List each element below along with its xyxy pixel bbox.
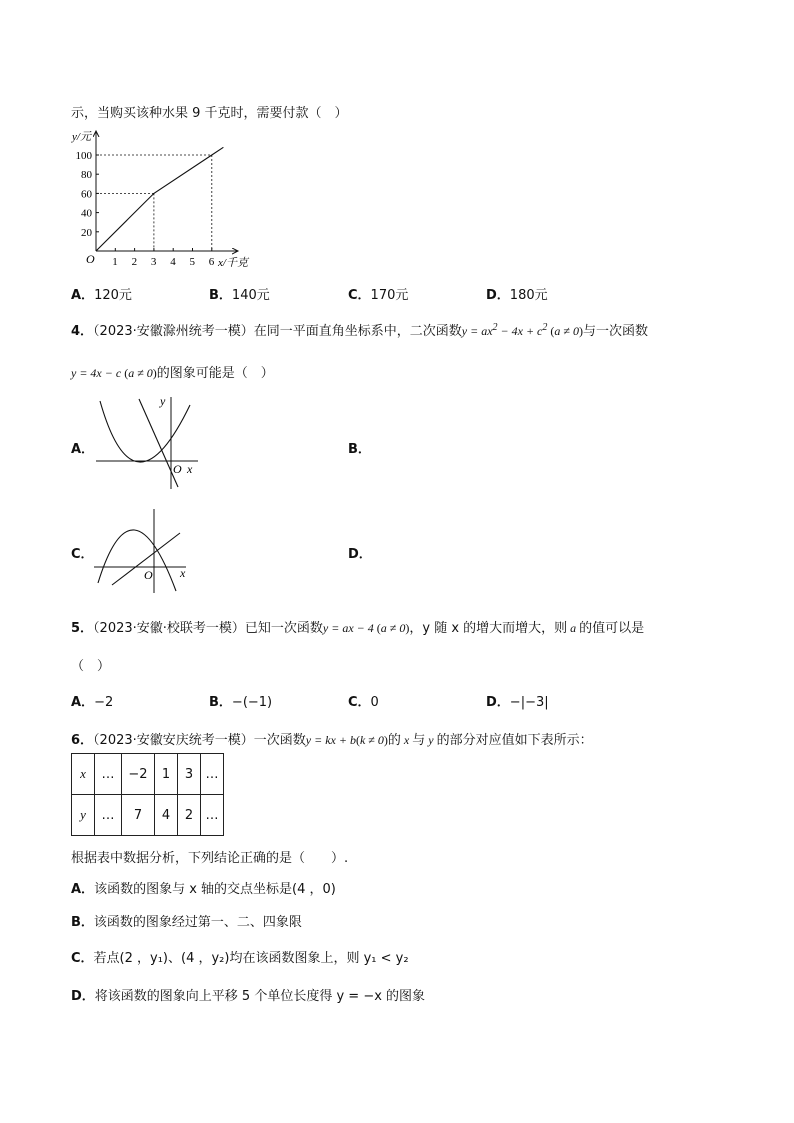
q5-option-b[interactable]: B．−(−1)	[209, 695, 273, 710]
q6-table-row-y: y … 7 4 2 …	[72, 795, 224, 836]
q3-origin: O	[86, 252, 95, 266]
q3-option-c[interactable]: C．170元	[348, 288, 409, 303]
q6-option-c[interactable]: C．若点(2 ，y₁)、(4 ，y₂)均在该函数图象上，则 y₁ < y₂	[71, 951, 409, 966]
q3-x-tick-label: 5	[189, 256, 195, 268]
q3-x-tick-label: 2	[131, 256, 138, 268]
svg-text:y: y	[160, 394, 166, 408]
svg-text:O: O	[144, 568, 153, 582]
q4-option-d[interactable]: D．	[348, 547, 372, 562]
svg-text:x: x	[187, 462, 193, 476]
q6-option-d[interactable]: D．将该函数的图象向上平移 5 个单位长度得 y = −x 的图象	[71, 989, 426, 1004]
q5-option-a[interactable]: A．−2	[71, 695, 114, 710]
q3-y-tick-label: 20	[81, 226, 92, 239]
q3-x-tick-label: 3	[150, 256, 157, 268]
q6-option-a[interactable]: A．该函数的图象与 x 轴的交点坐标是(4 ，0)	[71, 882, 336, 897]
q3-x-tick-label: 1	[112, 256, 118, 268]
q5-stem: 5．（2023·安徽·校联考一模）已知一次函数y = ax − 4 (a ≠ 0)，y 随 x 的增大而增大，则 a 的值可以是	[71, 621, 645, 636]
q3-option-a[interactable]: A．120元	[71, 288, 132, 303]
q6-option-b[interactable]: B．该函数的图象经过第一、二、四象限	[71, 915, 302, 930]
q3-y-tick-label: 60	[81, 188, 92, 201]
q6-question: 根据表中数据分析，下列结论正确的是（ ）.	[71, 851, 349, 866]
q3-option-b[interactable]: B．140元	[209, 288, 270, 303]
q3-x-tick-label: 4	[170, 256, 176, 268]
q4-option-c[interactable]: C．	[71, 547, 94, 562]
q5-option-c[interactable]: C．0	[348, 695, 379, 710]
q4-stem-line2: y = 4x − c (a ≠ 0)的图象可能是（ ）	[71, 366, 274, 381]
q3-graph	[68, 128, 258, 273]
q3-xlabel: x/千克	[218, 257, 248, 269]
q4-stem: 4．（2023·安徽滁州统考一模）在同一平面直角坐标系中，二次函数$y = ax^2 - 4x + c^2$ (a ≠ 0)与一次函数	[71, 322, 648, 339]
svg-text:x: x	[180, 566, 186, 580]
q3-y-tick-label: 80	[81, 169, 92, 182]
q6-table-row-x: x … −2 1 3 …	[72, 754, 224, 795]
q3-stem: 示，当购买该种水果 9 千克时，需要付款（ ）	[71, 106, 348, 121]
q6-value-table	[71, 753, 224, 836]
q6-stem: 6．（2023·安徽安庆统考一模）一次函数y = kx + b(k ≠ 0)的 x 与 y 的部分对应值如下表所示：	[71, 733, 593, 748]
q3-series-line	[96, 147, 223, 251]
q4-figure-c	[92, 505, 202, 595]
q5-paren: （ ）	[71, 659, 111, 674]
q3-y-tick-label: 40	[81, 207, 92, 220]
q4-option-a[interactable]: A．	[71, 442, 95, 457]
q4-a-parabola	[100, 401, 190, 462]
q3-ylabel: y/元	[72, 131, 91, 143]
q4-c-parabola	[98, 530, 176, 591]
svg-text:O: O	[173, 462, 182, 476]
q5-option-d[interactable]: D．−|−3|	[486, 695, 549, 710]
q4-figure-a	[92, 393, 202, 493]
q3-y-tick-label: 100	[75, 150, 92, 162]
q3-x-tick-label: 6	[208, 256, 215, 268]
q4-option-b[interactable]: B．	[348, 442, 371, 457]
q3-option-d[interactable]: D．180元	[486, 288, 548, 303]
